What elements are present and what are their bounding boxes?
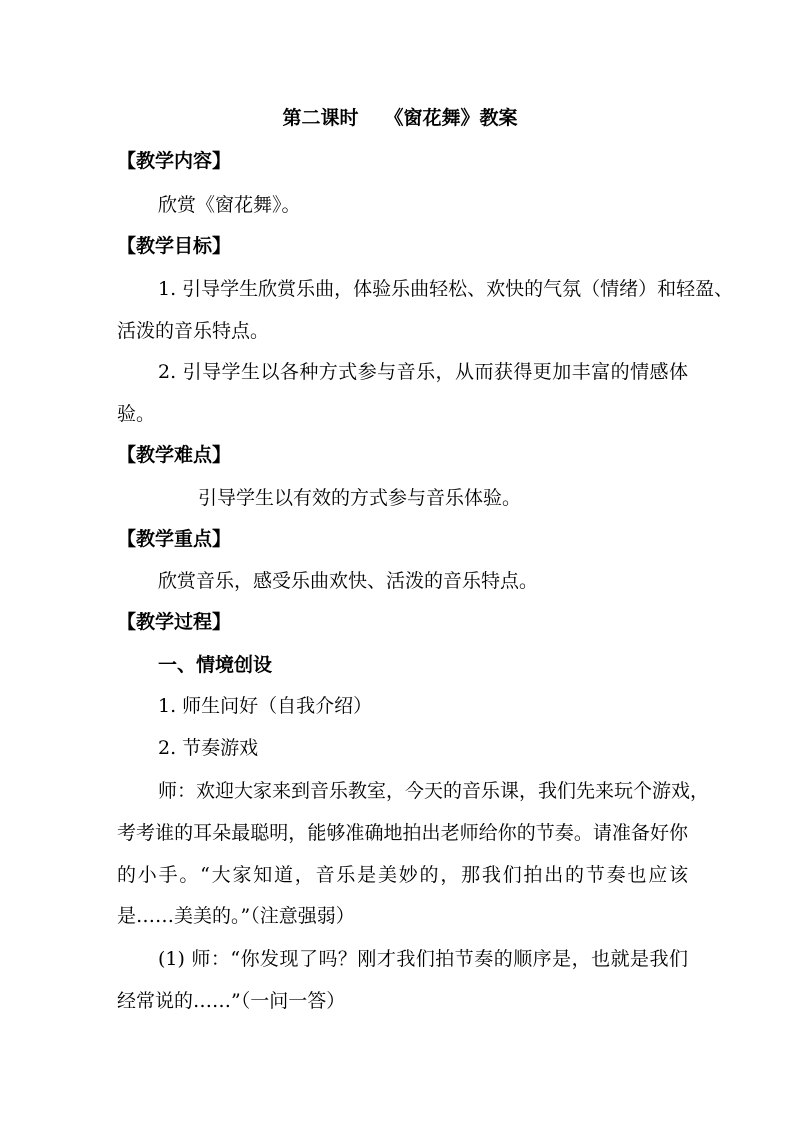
paragraph-line-2: 考考谁的耳朵最聪明，能够准确地拍出老师给你的节奏。请准备好你 <box>117 822 688 844</box>
heading-teaching-process: 【教学过程】 <box>117 611 232 633</box>
heading-teaching-key-points: 【教学重点】 <box>117 528 232 550</box>
paragraph-line-3: 的小手。“大家知道，音乐是美妙的，那我们拍出的节奏也应该 <box>117 864 688 886</box>
teaching-key-points-text: 欣赏音乐，感受乐曲欢快、活泼的音乐特点。 <box>158 570 539 592</box>
goal-2-line-2: 验。 <box>117 403 156 425</box>
step-1-heading: 一、情境创设 <box>158 654 273 676</box>
step-1-item-1: 1. 师生问好（自我介绍） <box>158 695 373 717</box>
goal-1-line-1: 1. 引导学生欣赏乐曲，体验乐曲轻松、欢快的气氛（情绪）和轻盈、 <box>158 278 734 300</box>
heading-teaching-content: 【教学内容】 <box>117 150 232 172</box>
goal-1-line-2: 活泼的音乐特点。 <box>117 320 270 342</box>
heading-teaching-goals: 【教学目标】 <box>117 235 232 257</box>
title-lesson: 第二课时 <box>282 107 359 129</box>
paragraph-line-1: 师：欢迎大家来到音乐教室，今天的音乐课，我们先来玩个游戏， <box>158 780 710 802</box>
heading-teaching-difficulty: 【教学难点】 <box>117 444 232 466</box>
teaching-difficulty-text: 引导学生以有效的方式参与音乐体验。 <box>198 487 522 509</box>
teaching-content-text: 欣赏《窗花舞》。 <box>158 194 301 216</box>
sub-item-1-line-2: 经常说的……”（一问一答） <box>117 990 346 1012</box>
page-title <box>0 104 800 132</box>
goal-2-line-1: 2. 引导学生以各种方式参与音乐，从而获得更加丰富的情感体 <box>158 361 688 383</box>
title-name: 《窗花舞》教案 <box>384 107 518 129</box>
step-1-item-2: 2. 节奏游戏 <box>158 737 259 759</box>
paragraph-line-4: 是……美美的。”（注意强弱） <box>117 905 355 927</box>
sub-item-1-line-1: (1) 师：“你发现了吗？刚才我们拍节奏的顺序是，也就是我们 <box>158 948 688 970</box>
